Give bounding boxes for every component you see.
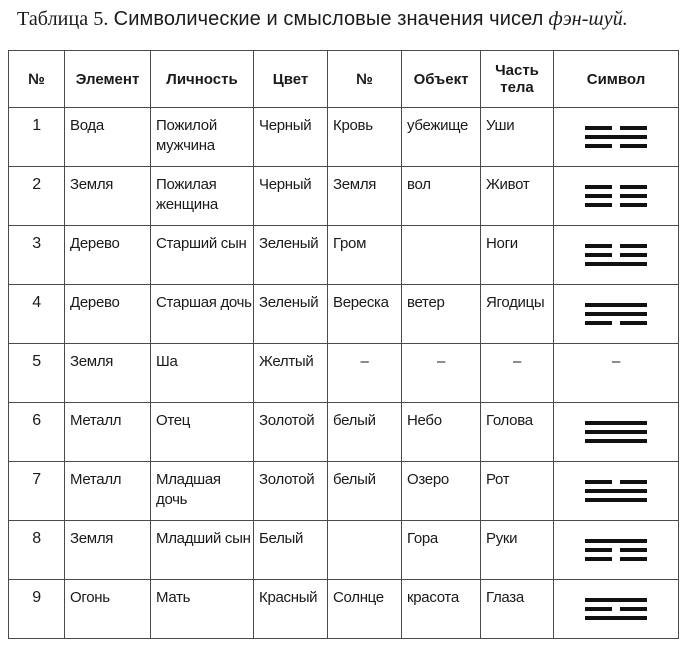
row-number-cell-text: 5: [32, 353, 41, 370]
trigram-icon: [585, 126, 647, 148]
yin-line: [585, 244, 647, 248]
person-cell: [151, 580, 254, 639]
element-cell: [65, 403, 151, 462]
line-segment: [585, 548, 612, 552]
line-segment: [620, 194, 647, 198]
line-segment: [585, 607, 612, 611]
line-segment: [620, 253, 647, 257]
line-segment: [585, 185, 612, 189]
row-number-cell: [9, 403, 65, 462]
line-segment: [620, 557, 647, 561]
body-part-cell: [481, 403, 554, 462]
line-segment: [620, 244, 647, 248]
yang-line: [585, 439, 647, 443]
element-cell-text: Дерево: [70, 235, 120, 252]
no-cell: [328, 580, 402, 639]
body-part-cell-text: Голова: [486, 412, 533, 429]
no-cell: [328, 403, 402, 462]
element-cell-text: Дерево: [70, 294, 120, 311]
no-cell-text: Вереска: [333, 294, 389, 311]
person-cell: [151, 285, 254, 344]
color-cell: [254, 285, 328, 344]
yang-line: [585, 489, 647, 493]
header-cell: Символ: [554, 51, 679, 108]
symbol-cell: [554, 285, 679, 344]
line-segment: [620, 126, 647, 130]
caption-main: Символические и смысловые значения чисел: [113, 8, 544, 30]
element-cell: [65, 521, 151, 580]
line-segment: [620, 321, 647, 325]
object-cell: [402, 521, 481, 580]
line-segment: [585, 203, 612, 207]
line-segment: [585, 480, 612, 484]
header-cell: Часть тела: [481, 51, 554, 108]
person-cell: [151, 108, 254, 167]
body-part-cell-text: Ягодицы: [486, 294, 545, 311]
no-cell-text: Кровь: [333, 117, 373, 134]
color-cell-text: Золотой: [259, 412, 315, 429]
yin-line: [585, 321, 647, 325]
person-cell-text: Пожилой мужчина: [156, 117, 217, 154]
table-row: [9, 108, 679, 167]
row-number-cell: [9, 580, 65, 639]
color-cell: [254, 226, 328, 285]
row-number-cell: [9, 226, 65, 285]
color-cell-text: Желтый: [259, 353, 314, 370]
row-number-cell-text: 1: [32, 117, 41, 134]
body-part-cell: [481, 344, 554, 403]
trigram-icon: [585, 185, 647, 207]
row-number-cell-text: 4: [32, 294, 41, 311]
yang-line: [585, 616, 647, 620]
object-cell-text: вол: [407, 176, 431, 193]
yang-line: [585, 421, 647, 425]
line-segment: [585, 312, 647, 316]
body-part-cell-text: Ноги: [486, 235, 518, 252]
object-cell: [402, 462, 481, 521]
no-cell: [328, 521, 402, 580]
person-cell: [151, 521, 254, 580]
line-segment: [585, 598, 647, 602]
yin-line: [585, 253, 647, 257]
table-caption: [17, 8, 628, 31]
row-number-cell: [9, 521, 65, 580]
no-cell: [328, 167, 402, 226]
no-cell-text: Солнце: [333, 589, 384, 606]
object-cell-text: убежище: [407, 117, 469, 134]
body-part-cell: [481, 580, 554, 639]
element-cell-text: Металл: [70, 471, 122, 488]
no-cell: [328, 462, 402, 521]
no-cell-text: белый: [333, 471, 376, 488]
yang-line: [585, 598, 647, 602]
line-segment: [620, 144, 647, 148]
symbol-cell: [554, 167, 679, 226]
symbol-cell: [554, 403, 679, 462]
line-segment: [620, 607, 647, 611]
person-cell: [151, 403, 254, 462]
feng-shui-table: [8, 50, 679, 639]
body-part-cell: [481, 462, 554, 521]
line-segment: [585, 430, 647, 434]
person-cell-text: Старшая дочь: [156, 294, 252, 311]
yang-line: [585, 539, 647, 543]
header-cell: Элемент: [65, 51, 151, 108]
symbol-cell: [554, 521, 679, 580]
color-cell: [254, 580, 328, 639]
table-row: [9, 521, 679, 580]
row-number-cell: [9, 285, 65, 344]
symbol-cell-text: –: [611, 353, 621, 370]
line-segment: [585, 421, 647, 425]
yin-line: [585, 144, 647, 148]
yang-line: [585, 303, 647, 307]
element-cell: [65, 344, 151, 403]
color-cell-text: Золотой: [259, 471, 315, 488]
row-number-cell-text: 9: [32, 589, 41, 606]
caption-label: Таблица 5.: [17, 8, 109, 30]
object-cell: [402, 344, 481, 403]
symbol-cell: [554, 462, 679, 521]
header-cell: Объект: [402, 51, 481, 108]
element-cell: [65, 108, 151, 167]
no-cell: [328, 226, 402, 285]
person-cell-text: Отец: [156, 412, 191, 429]
person-cell-text: Пожилая женщина: [156, 176, 218, 213]
color-cell: [254, 167, 328, 226]
no-cell-text: Земля: [333, 176, 377, 193]
trigram-icon: [585, 480, 647, 502]
table-row: [9, 167, 679, 226]
color-cell-text: Зеленый: [259, 235, 319, 252]
line-segment: [585, 439, 647, 443]
yin-line: [585, 607, 647, 611]
person-cell-text: Младшая дочь: [156, 471, 221, 508]
object-cell: [402, 403, 481, 462]
yang-line: [585, 430, 647, 434]
element-cell: [65, 285, 151, 344]
element-cell-text: Вода: [70, 117, 104, 134]
line-segment: [585, 557, 612, 561]
no-cell: [328, 285, 402, 344]
color-cell: [254, 521, 328, 580]
yin-line: [585, 126, 647, 130]
symbol-cell: [554, 226, 679, 285]
element-cell-text: Огонь: [70, 589, 110, 606]
yin-line: [585, 185, 647, 189]
trigram-icon: [585, 598, 647, 620]
body-part-cell-text: Рот: [486, 471, 510, 488]
person-cell-text: Младший сын: [156, 530, 251, 547]
person-cell: [151, 226, 254, 285]
object-cell-text: [402, 226, 480, 234]
line-segment: [585, 253, 612, 257]
no-cell-text: белый: [333, 412, 376, 429]
line-segment: [620, 185, 647, 189]
row-number-cell-text: 7: [32, 471, 41, 488]
caption-italic: фэн-шуй.: [548, 8, 628, 30]
line-segment: [620, 480, 647, 484]
person-cell-text: Старший сын: [156, 235, 247, 252]
body-part-cell-text: –: [512, 353, 522, 370]
color-cell: [254, 344, 328, 403]
object-cell-text: Гора: [407, 530, 438, 547]
line-segment: [585, 262, 647, 266]
yin-line: [585, 203, 647, 207]
symbol-cell: [554, 108, 679, 167]
line-segment: [585, 303, 647, 307]
yang-line: [585, 312, 647, 316]
trigram-icon: [585, 244, 647, 266]
yin-line: [585, 480, 647, 484]
color-cell-text: Зеленый: [259, 294, 319, 311]
color-cell-text: Черный: [259, 117, 312, 134]
line-segment: [585, 539, 647, 543]
object-cell-text: красота: [407, 589, 459, 606]
line-segment: [585, 498, 647, 502]
object-cell-text: –: [436, 353, 446, 370]
line-segment: [585, 144, 612, 148]
row-number-cell-text: 6: [32, 412, 41, 429]
person-cell-text: Мать: [156, 589, 191, 606]
color-cell: [254, 108, 328, 167]
element-cell-text: Земля: [70, 530, 114, 547]
color-cell: [254, 462, 328, 521]
color-cell-text: Красный: [259, 589, 318, 606]
line-segment: [585, 321, 612, 325]
person-cell: [151, 344, 254, 403]
color-cell-text: Черный: [259, 176, 312, 193]
object-cell-text: ветер: [407, 294, 445, 311]
body-part-cell: [481, 521, 554, 580]
element-cell-text: Земля: [70, 176, 114, 193]
element-cell-text: Земля: [70, 353, 114, 370]
symbol-cell: [554, 580, 679, 639]
table-row: [9, 226, 679, 285]
object-cell: [402, 167, 481, 226]
body-part-cell-text: Руки: [486, 530, 518, 547]
no-cell: [328, 344, 402, 403]
object-cell-text: Озеро: [407, 471, 449, 488]
row-number-cell: [9, 344, 65, 403]
object-cell: [402, 285, 481, 344]
header-cell: №: [328, 51, 402, 108]
table-row: [9, 580, 679, 639]
element-cell: [65, 167, 151, 226]
body-part-cell-text: Уши: [486, 117, 515, 134]
no-cell-text: Гром: [333, 235, 367, 252]
header-row: [9, 51, 679, 108]
line-segment: [585, 489, 647, 493]
table-row: [9, 462, 679, 521]
line-segment: [620, 548, 647, 552]
table-row: [9, 403, 679, 462]
body-part-cell: [481, 167, 554, 226]
object-cell: [402, 580, 481, 639]
color-cell-text: Белый: [259, 530, 304, 547]
body-part-cell: [481, 285, 554, 344]
header-cell: Личность: [151, 51, 254, 108]
header-cell: Цвет: [254, 51, 328, 108]
line-segment: [585, 194, 612, 198]
element-cell-text: Металл: [70, 412, 122, 429]
trigram-icon: [585, 539, 647, 561]
no-cell-text: –: [360, 353, 369, 370]
body-part-cell-text: Глаза: [486, 589, 524, 606]
row-number-cell-text: 3: [32, 235, 41, 252]
person-cell-text: Ша: [156, 353, 178, 370]
line-segment: [585, 135, 647, 139]
element-cell: [65, 462, 151, 521]
object-cell: [402, 226, 481, 285]
color-cell: [254, 403, 328, 462]
yang-line: [585, 498, 647, 502]
row-number-cell: [9, 167, 65, 226]
yin-line: [585, 557, 647, 561]
header-cell: №: [9, 51, 65, 108]
yin-line: [585, 548, 647, 552]
table-row: [9, 344, 679, 403]
line-segment: [585, 244, 612, 248]
line-segment: [585, 616, 647, 620]
row-number-cell: [9, 462, 65, 521]
person-cell: [151, 167, 254, 226]
yang-line: [585, 262, 647, 266]
line-segment: [585, 126, 612, 130]
trigram-icon: [585, 303, 647, 325]
row-number-cell-text: 8: [32, 530, 41, 547]
object-cell: [402, 108, 481, 167]
table-row: [9, 285, 679, 344]
element-cell: [65, 226, 151, 285]
row-number-cell: [9, 108, 65, 167]
yang-line: [585, 135, 647, 139]
symbol-cell: [554, 344, 679, 403]
element-cell: [65, 580, 151, 639]
yin-line: [585, 194, 647, 198]
no-cell: [328, 108, 402, 167]
body-part-cell: [481, 108, 554, 167]
body-part-cell: [481, 226, 554, 285]
object-cell-text: Небо: [407, 412, 442, 429]
no-cell-text: [328, 521, 401, 529]
body-part-cell-text: Живот: [486, 176, 530, 193]
line-segment: [620, 203, 647, 207]
person-cell: [151, 462, 254, 521]
row-number-cell-text: 2: [32, 176, 41, 193]
trigram-icon: [585, 421, 647, 443]
